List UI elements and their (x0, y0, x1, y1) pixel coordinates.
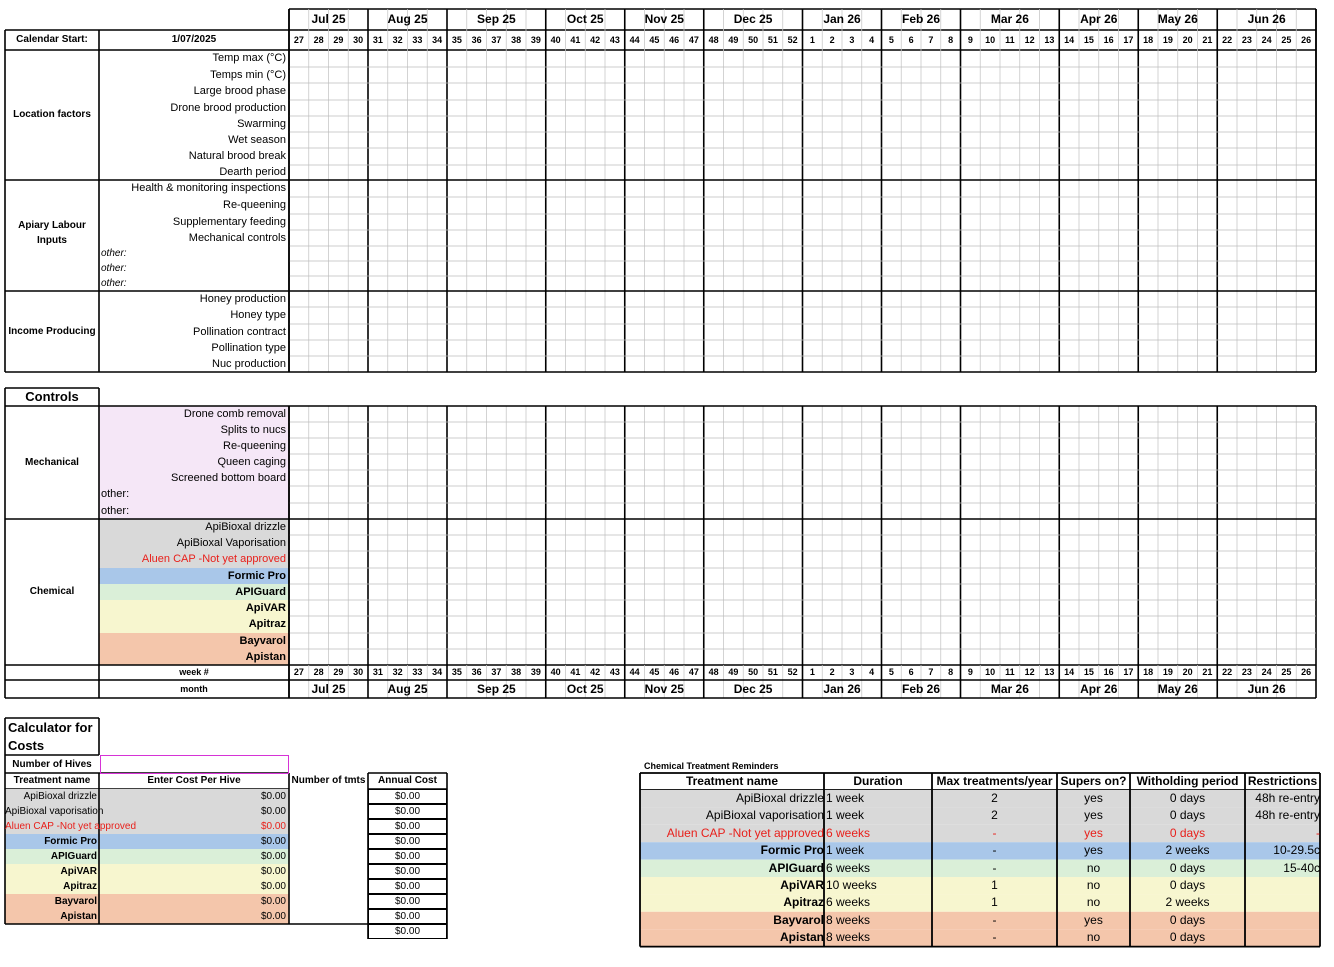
reminders-cell: - (992, 912, 997, 927)
calc-header: Treatment name (13, 775, 91, 786)
row-label-income: Nuc production (212, 358, 286, 370)
row-label-location: Drone brood production (170, 102, 286, 114)
other-row-label[interactable]: other: (101, 263, 127, 274)
week-number: 24 (1261, 35, 1272, 45)
reminders-title: Chemical Treatment Reminders (644, 761, 779, 771)
week-number: 15 (1083, 35, 1094, 45)
calc-treatment-name: Bayvarol (54, 896, 97, 907)
row-label-labour: Re-queening (223, 199, 286, 211)
footer-week-number: 5 (888, 667, 894, 677)
reminders-cell: 0 days (1169, 878, 1206, 892)
footer-week-number: 7 (928, 667, 934, 677)
week-number: 3 (849, 35, 855, 45)
reminders-header: Witholding period (1136, 774, 1239, 788)
reminders-cell: - (992, 860, 997, 875)
row-label-location: Dearth period (219, 166, 286, 178)
annual-cost-value: $0.00 (394, 821, 421, 832)
footer-week-number: 45 (649, 667, 660, 677)
week-number: 41 (570, 35, 581, 45)
other-row-label[interactable]: other: (101, 488, 130, 500)
reminders-cell: 1 week (826, 843, 865, 858)
reminders-cell: 2 weeks (1165, 895, 1210, 910)
reminders-cell (1245, 912, 1322, 929)
footer-week-number: 23 (1241, 667, 1252, 677)
calc-header: Enter Cost Per Hive (147, 775, 241, 786)
footer-week-number: 22 (1222, 667, 1233, 677)
row-label-chemical: APIGuard (235, 586, 286, 598)
footer-week-number: 49 (728, 667, 739, 677)
week-number: 27 (293, 35, 304, 45)
week-number: 48 (708, 35, 719, 45)
calendar-start-value[interactable]: 1/07/2025 (171, 34, 217, 45)
footer-month: May 26 (1157, 682, 1198, 696)
footer-week-number: 28 (313, 667, 324, 677)
reminders-cell: 15-40c (1283, 860, 1320, 875)
row-label-location: Large brood phase (193, 85, 286, 97)
calc-cost-per-hive[interactable]: $0.00 (260, 866, 286, 877)
week-number: 46 (669, 35, 680, 45)
row-label-location: Swarming (237, 118, 286, 130)
week-number: 7 (928, 35, 934, 45)
reminders-cell: 0 days (1169, 930, 1206, 945)
reminders-cell: 8 weeks (826, 912, 871, 927)
month-header: Jul 25 (311, 12, 346, 26)
footer-week-label: week # (179, 667, 209, 677)
footer-week-number: 30 (353, 667, 364, 677)
annual-cost-value: $0.00 (394, 881, 421, 892)
week-number: 40 (550, 35, 561, 45)
calc-treatment-name: APIGuard (50, 851, 97, 862)
annual-cost-total: $0.00 (394, 926, 421, 937)
reminders-header: Max treatments/year (936, 774, 1053, 788)
calc-treatment-name: Apistan (60, 911, 97, 922)
row-label-chemical: Bayvarol (239, 635, 286, 647)
reminders-cell: 0 days (1169, 912, 1206, 927)
footer-week-number: 11 (1005, 667, 1015, 677)
reminders-cell: 6 weeks (826, 895, 871, 910)
row-label-chemical: Apitraz (248, 618, 286, 630)
reminders-cell: ApiBioxal vaporisation (705, 808, 824, 823)
week-number: 8 (948, 35, 954, 45)
week-number: 18 (1143, 35, 1154, 45)
reminders-cell: yes (1084, 825, 1103, 840)
reminders-cell (1245, 929, 1322, 946)
footer-week-number: 51 (767, 667, 778, 677)
footer-week-number: 39 (530, 667, 541, 677)
reminders-cell: 0 days (1169, 808, 1206, 823)
week-number: 39 (530, 35, 541, 45)
reminders-cell: 0 days (1169, 791, 1206, 805)
section-mechanical-title: Mechanical (25, 457, 79, 468)
row-label-mechanical: Splits to nucs (220, 424, 286, 436)
reminders-cell: 48h re-entry (1255, 791, 1320, 805)
footer-month-label: month (180, 684, 208, 694)
week-number: 21 (1202, 35, 1213, 45)
footer-week-number: 29 (333, 667, 344, 677)
reminders-header: Treatment name (685, 774, 779, 788)
week-number: 25 (1281, 35, 1292, 45)
annual-cost-value: $0.00 (394, 896, 421, 907)
week-number: 42 (590, 35, 601, 45)
week-number: 11 (1005, 35, 1015, 45)
footer-month: Mar 26 (990, 682, 1029, 696)
footer-month: Jan 26 (823, 682, 861, 696)
row-label-chemical: ApiVAR (245, 602, 286, 614)
footer-week-number: 20 (1182, 667, 1193, 677)
week-number: 50 (748, 35, 759, 45)
week-number: 6 (908, 35, 914, 45)
calc-header: Number of tmts (291, 775, 366, 786)
week-number: 36 (471, 35, 482, 45)
reminders-cell: no (1086, 878, 1101, 892)
week-number: 9 (967, 35, 973, 45)
footer-week-number: 17 (1123, 667, 1134, 677)
footer-week-number: 46 (669, 667, 680, 677)
controls-title: Controls (25, 389, 79, 404)
week-number: 49 (728, 35, 739, 45)
calc-cost-per-hive[interactable]: $0.00 (260, 791, 286, 802)
week-number: 32 (392, 35, 403, 45)
row-label-income: Pollination contract (193, 326, 286, 338)
row-label-chemical: Formic Pro (227, 570, 286, 582)
row-label-location: Temps min (°C) (210, 69, 286, 81)
calc-treatment-name: Formic Pro (44, 836, 97, 847)
footer-week-number: 15 (1083, 667, 1094, 677)
section-chemical-title: Chemical (29, 586, 75, 597)
reminders-cell: 1 week (826, 808, 865, 823)
annual-cost-value: $0.00 (394, 866, 421, 877)
row-label-location: Wet season (228, 134, 286, 146)
footer-week-number: 34 (432, 667, 443, 677)
calc-cost-per-hive[interactable]: $0.00 (260, 851, 286, 862)
footer-week-number: 47 (688, 667, 699, 677)
reminders-header: Duration (853, 774, 903, 788)
week-number: 38 (511, 35, 522, 45)
week-number: 22 (1222, 35, 1233, 45)
section-income-title: Income Producing (8, 326, 96, 337)
reminders-cell: 0 days (1169, 825, 1206, 840)
footer-week-number: 9 (967, 667, 973, 677)
row-label-income: Honey type (230, 309, 286, 321)
reminders-cell: yes (1084, 912, 1103, 927)
week-number: 23 (1241, 35, 1252, 45)
footer-month: Jun 26 (1247, 682, 1286, 696)
reminders-cell: no (1086, 930, 1101, 945)
footer-week-number: 18 (1143, 667, 1154, 677)
week-number: 13 (1044, 35, 1055, 45)
week-number: 51 (767, 35, 778, 45)
week-number: 30 (353, 35, 364, 45)
footer-week-number: 32 (392, 667, 403, 677)
reminders-cell: 10 weeks (826, 878, 877, 892)
week-number: 19 (1162, 35, 1173, 45)
reminders-cell: 8 weeks (826, 930, 871, 945)
month-header: May 26 (1157, 12, 1198, 26)
footer-week-number: 33 (412, 667, 423, 677)
footer-week-number: 31 (372, 667, 383, 677)
row-label-mechanical: Re-queening (223, 440, 286, 452)
calc-cost-per-hive[interactable]: $0.00 (260, 821, 286, 832)
week-number: 47 (688, 35, 699, 45)
calc-cost-per-hive[interactable]: $0.00 (260, 836, 286, 847)
month-header: Oct 25 (566, 12, 604, 26)
row-label-chemical: Aluen CAP -Not yet approved (141, 553, 286, 565)
reminders-cell: 6 weeks (826, 860, 871, 875)
footer-week-number: 25 (1281, 667, 1292, 677)
other-row-label[interactable]: other: (101, 278, 127, 289)
month-header: Dec 25 (733, 12, 773, 26)
footer-week-number: 21 (1202, 667, 1213, 677)
reminders-cell: no (1086, 860, 1101, 875)
reminders-cell: 2 (991, 808, 998, 823)
footer-week-number: 52 (787, 667, 798, 677)
calc-treatment-name: Apitraz (63, 881, 97, 892)
footer-week-number: 26 (1301, 667, 1312, 677)
row-label-mechanical: Drone comb removal (183, 408, 286, 420)
footer-week-number: 36 (471, 667, 482, 677)
week-number: 34 (432, 35, 443, 45)
footer-week-number: 14 (1064, 667, 1075, 677)
hives-label: Number of Hives (12, 759, 92, 770)
hives-input[interactable] (100, 755, 289, 774)
reminders-cell: yes (1084, 843, 1103, 858)
row-label-chemical: ApiBioxal Vaporisation (176, 537, 286, 549)
month-header: Sep 25 (477, 12, 516, 26)
reminders-cell: 1 week (826, 791, 865, 805)
row-label-mechanical: Queen caging (217, 456, 286, 468)
other-row-label[interactable]: other: (101, 248, 127, 259)
week-number: 17 (1123, 35, 1134, 45)
reminders-cell: ApiBioxal drizzle (735, 791, 824, 805)
calc-header: Annual Cost (378, 775, 437, 786)
calc-cost-per-hive[interactable]: $0.00 (260, 896, 286, 907)
week-number: 14 (1064, 35, 1075, 45)
row-label-location: Temp max (°C) (212, 52, 286, 64)
reminders-cell (1245, 894, 1322, 911)
month-header: Apr 26 (1080, 12, 1118, 26)
reminders-cell: - (992, 825, 997, 840)
row-label-income: Honey production (199, 293, 286, 305)
footer-week-number: 41 (570, 667, 581, 677)
reminders-cell: Bayvarol (773, 912, 824, 927)
reminders-header: Supers on? (1060, 774, 1127, 788)
footer-week-number: 24 (1261, 667, 1272, 677)
reminders-cell: - (1316, 825, 1320, 840)
month-header: Feb 26 (901, 12, 940, 26)
section-location-title: Location factors (13, 109, 91, 120)
row-label-labour: Supplementary feeding (172, 216, 286, 228)
week-number: 37 (491, 35, 502, 45)
footer-week-number: 35 (451, 667, 462, 677)
week-number: 16 (1103, 35, 1114, 45)
reminders-header: Restrictions (1247, 774, 1318, 788)
annual-cost-value: $0.00 (394, 911, 421, 922)
footer-week-number: 3 (849, 667, 855, 677)
calendar-start-label: Calendar Start: (16, 34, 88, 45)
month-header: Jun 26 (1247, 12, 1286, 26)
reminders-cell: Apistan (779, 930, 824, 945)
calc-cost-per-hive[interactable]: $0.00 (260, 911, 286, 922)
reminders-cell: 0 days (1169, 860, 1206, 875)
calc-treatment-name: ApiBioxal vaporisation (5, 806, 104, 817)
calc-treatment-name: ApiVAR (60, 866, 97, 877)
reminders-cell: no (1086, 895, 1101, 910)
footer-week-number: 13 (1044, 667, 1055, 677)
row-label-income: Pollination type (211, 342, 286, 354)
reminders-cell: 1 (991, 895, 998, 910)
footer-month: Dec 25 (733, 682, 773, 696)
annual-cost-value: $0.00 (394, 836, 421, 847)
week-number: 31 (372, 35, 383, 45)
calc-cost-per-hive[interactable]: $0.00 (260, 806, 286, 817)
footer-week-number: 2 (829, 667, 835, 677)
reminders-cell: ApiVAR (780, 878, 824, 892)
footer-week-number: 37 (491, 667, 502, 677)
month-header: Mar 26 (990, 12, 1029, 26)
week-number: 10 (985, 35, 996, 45)
reminders-cell: 2 weeks (1165, 843, 1210, 858)
footer-week-number: 12 (1024, 667, 1035, 677)
month-header: Jan 26 (823, 12, 861, 26)
footer-week-number: 1 (809, 667, 815, 677)
row-label-mechanical: Screened bottom board (171, 472, 286, 484)
reminders-cell: yes (1084, 808, 1103, 823)
reminders-cell: - (992, 930, 997, 945)
reminders-cell: APIGuard (768, 860, 824, 875)
footer-week-number: 44 (629, 667, 640, 677)
row-label-location: Natural brood break (188, 150, 286, 162)
other-row-label[interactable]: other: (101, 505, 130, 517)
footer-week-number: 8 (948, 667, 954, 677)
reminders-cell: Aluen CAP -Not yet approved (666, 825, 824, 840)
footer-week-number: 40 (550, 667, 561, 677)
row-label-chemical: ApiBioxal drizzle (205, 521, 286, 533)
footer-week-number: 6 (908, 667, 914, 677)
row-label-chemical: Apistan (245, 651, 286, 663)
footer-week-number: 42 (590, 667, 601, 677)
reminders-cell: Apitraz (783, 895, 824, 910)
footer-month: Jul 25 (311, 682, 346, 696)
reminders-cell: 10-29.5c (1273, 843, 1320, 858)
reminders-cell (1245, 877, 1322, 894)
month-header: Nov 25 (644, 12, 684, 26)
annual-cost-value: $0.00 (394, 806, 421, 817)
footer-week-number: 4 (869, 667, 875, 677)
reminders-cell: 2 (991, 791, 998, 805)
month-header: Aug 25 (387, 12, 428, 26)
row-label-labour: Health & monitoring inspections (131, 182, 286, 194)
week-number: 1 (809, 35, 815, 45)
week-number: 12 (1024, 35, 1035, 45)
week-number: 28 (313, 35, 324, 45)
footer-week-number: 48 (708, 667, 719, 677)
week-number: 2 (829, 35, 835, 45)
week-number: 44 (629, 35, 640, 45)
footer-week-number: 43 (609, 667, 620, 677)
week-number: 43 (609, 35, 620, 45)
calculator-title: Calculator for Costs (8, 720, 93, 753)
week-number: 5 (888, 35, 894, 45)
section-labour-title: Apiary Labour Inputs (18, 220, 86, 246)
annual-cost-value: $0.00 (394, 851, 421, 862)
footer-week-number: 16 (1103, 667, 1114, 677)
week-number: 4 (869, 35, 875, 45)
reminders-cell: 48h re-entry (1255, 808, 1320, 823)
footer-month: Oct 25 (566, 682, 604, 696)
calc-treatment-name: ApiBioxal drizzle (23, 791, 97, 802)
reminders-cell: Formic Pro (760, 843, 824, 858)
reminders-cell: - (992, 843, 997, 858)
week-number: 52 (787, 35, 798, 45)
footer-week-number: 19 (1162, 667, 1173, 677)
week-number: 29 (333, 35, 344, 45)
footer-month: Sep 25 (477, 682, 516, 696)
annual-cost-value: $0.00 (394, 791, 421, 802)
footer-month: Apr 26 (1080, 682, 1118, 696)
footer-month: Aug 25 (387, 682, 428, 696)
week-number: 35 (451, 35, 462, 45)
footer-week-number: 38 (511, 667, 522, 677)
week-number: 26 (1301, 35, 1312, 45)
row-label-labour: Mechanical controls (188, 232, 286, 244)
calc-treatment-name: Aluen CAP -Not yet approved (5, 821, 137, 832)
calc-cost-per-hive[interactable]: $0.00 (260, 881, 286, 892)
reminders-cell: 6 weeks (826, 825, 871, 840)
footer-month: Nov 25 (644, 682, 684, 696)
footer-week-number: 10 (985, 667, 996, 677)
footer-week-number: 27 (293, 667, 304, 677)
week-number: 20 (1182, 35, 1193, 45)
reminders-cell: yes (1084, 791, 1103, 805)
week-number: 45 (649, 35, 660, 45)
footer-week-number: 50 (748, 667, 759, 677)
reminders-cell: 1 (991, 878, 998, 892)
week-number: 33 (412, 35, 423, 45)
footer-month: Feb 26 (901, 682, 940, 696)
